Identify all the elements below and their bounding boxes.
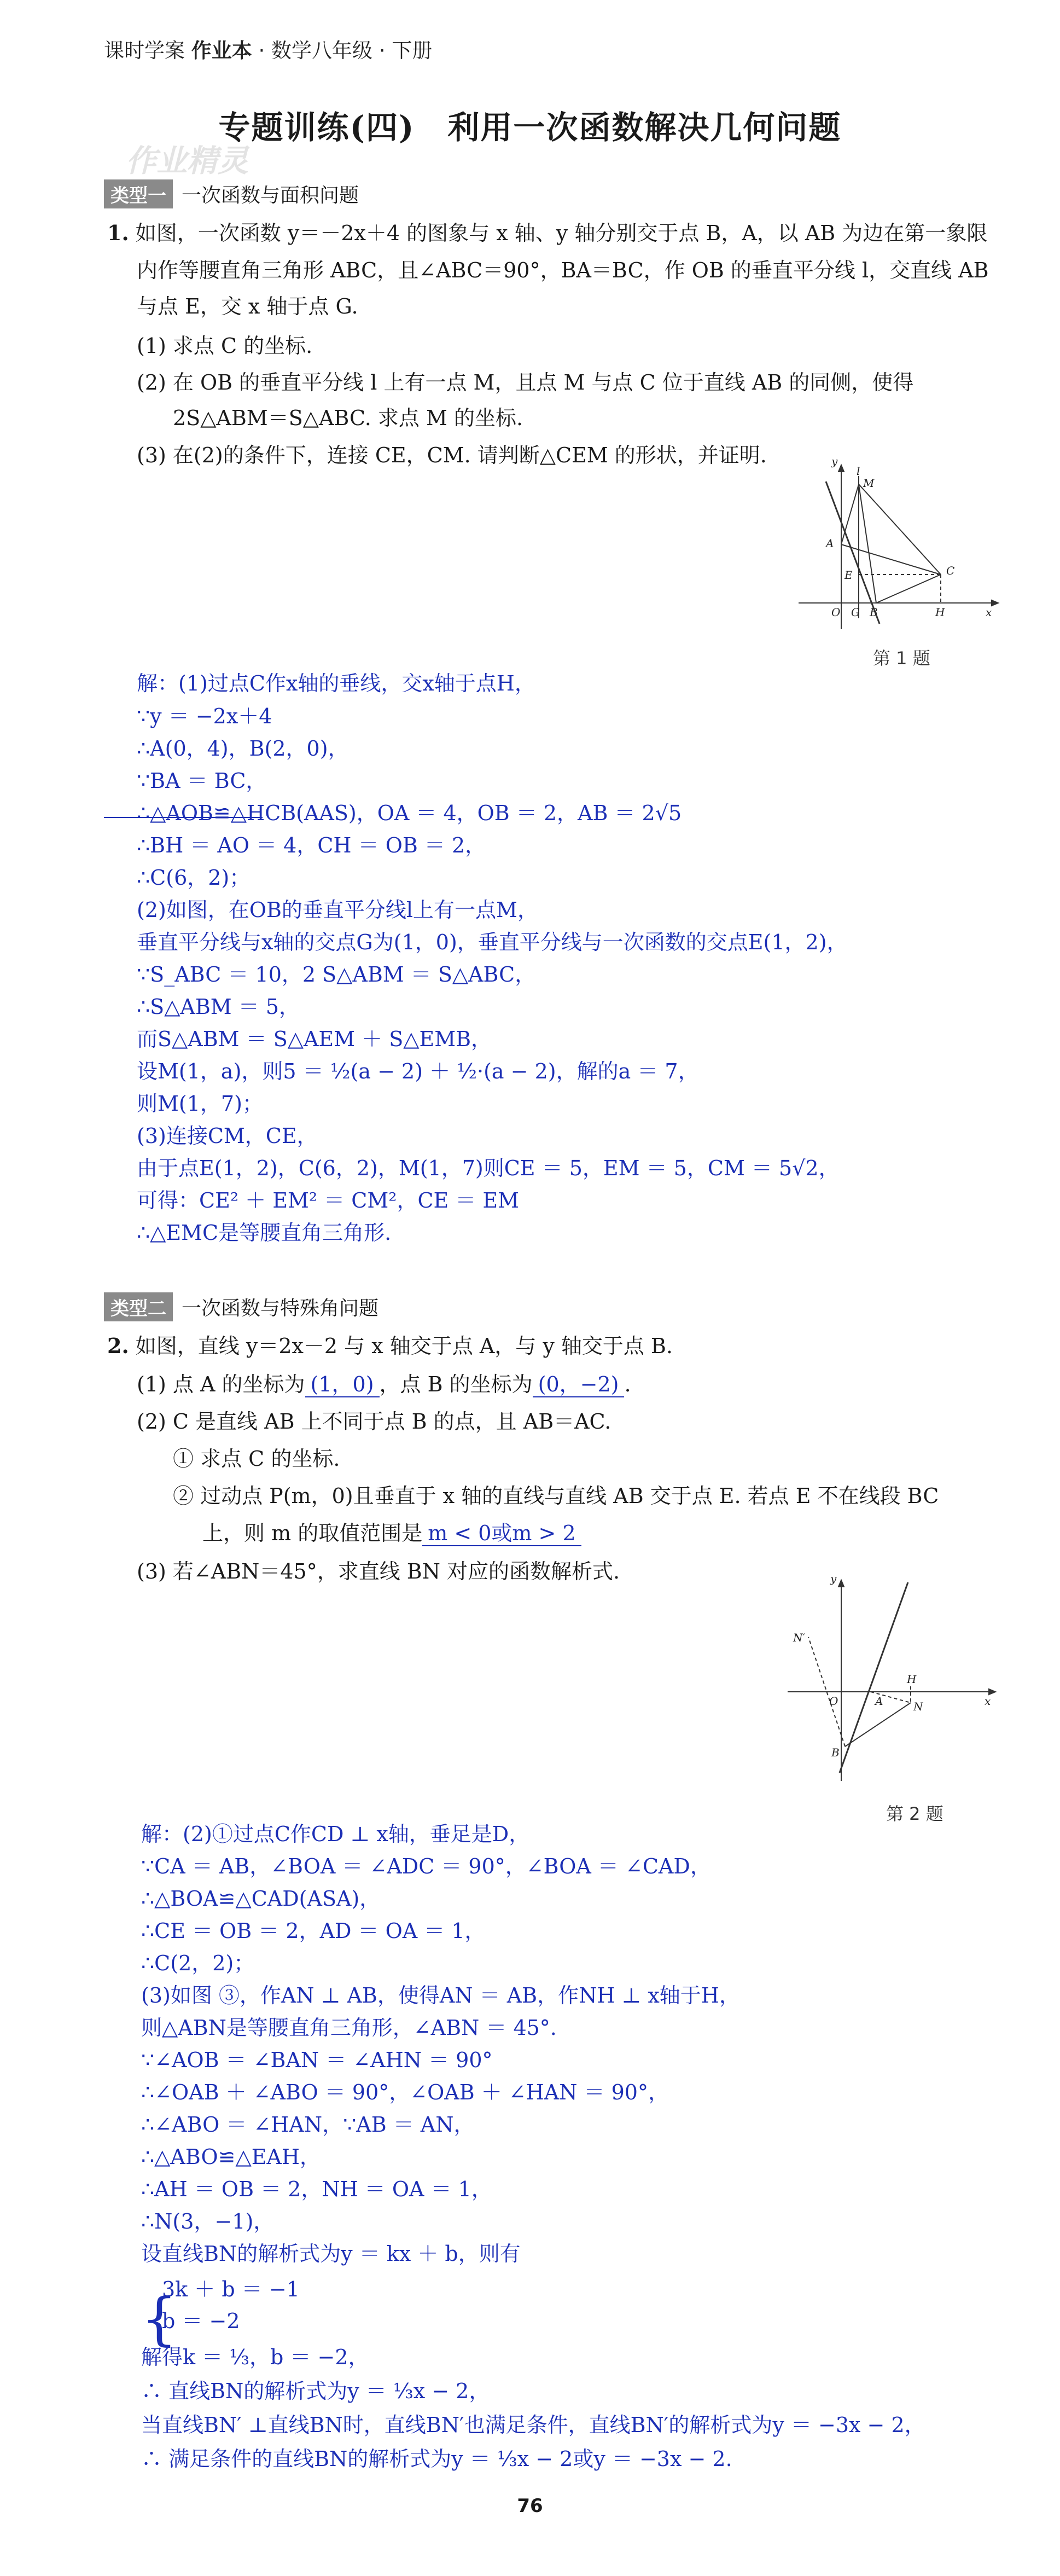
sol1-line-7: ∴C(6，2)； [137, 866, 251, 890]
sol2-line-20: ∴ 满足条件的直线BN的解析式为y ＝ ⅓x − 2或y ＝ −3x − 2. [141, 2447, 732, 2471]
fig1-label-c: C [946, 564, 955, 577]
sol2-line-16: b ＝ −2 [162, 2309, 240, 2333]
sol1-line-5: ∴△AOB≌△HCB(AAS)，OA ＝ 4，OB ＝ 2，AB ＝ 2√5 [137, 801, 682, 825]
section-1-heading [104, 179, 359, 208]
fig1-segment-ma [841, 484, 859, 544]
fig1-y-arrow [838, 465, 844, 472]
q1-sub-2b: 2S△ABM＝S△ABC. 求点 M 的坐标. [173, 406, 523, 430]
sol2-line-15: 3k ＋ b ＝ −1 [162, 2277, 300, 2301]
sol1-line-10: ∵S_ABC ＝ 10，2 S△ABM ＝ S△ABC， [137, 962, 536, 987]
sol1-line-8: (2)如图，在OB的垂直平分线l上有一点M， [137, 898, 538, 922]
sol2-line-14: 设直线BN的解析式为y ＝ kx ＋ b，则有 [141, 2242, 521, 2266]
fig1-label-e: E [844, 568, 853, 582]
sol1-line-15: (3)连接CM，CE， [137, 1124, 318, 1148]
q2-sub-3: (3) 若∠ABN＝45°，求直线 BN 对应的函数解析式. [137, 1559, 620, 1583]
fig2-label-nprime: N′ [793, 1631, 806, 1644]
sol1-line-16: 由于点E(1，2)，C(6，2)，M(1，7)则CE ＝ 5，EM ＝ 5，CM ＝ 5√2， [137, 1156, 840, 1180]
sol2-line-6: (3)如图 ③，作AN ⊥ AB，使得AN ＝ AB，作NH ⊥ x轴于H， [141, 1983, 740, 2008]
fig1-x-arrow [992, 600, 998, 606]
sol2-line-1: 解：(2)①过点C作CD ⊥ x轴，垂足是D， [141, 1822, 530, 1846]
fig1-label-b: B [870, 606, 878, 619]
fig1-label-l: l [857, 465, 860, 478]
q2-text-1: 如图，直线 y＝2x－2 与 x 轴交于点 A，与 y 轴交于点 B. [135, 1334, 673, 1358]
fig2-x-arrow [989, 1689, 995, 1695]
section-2-title: 一次函数与特殊角问题 [182, 1297, 379, 1320]
fig1-label-m: M [863, 477, 875, 490]
fig2-label-a: A [875, 1695, 883, 1708]
header-book: 作业本 [191, 39, 252, 62]
sol2-line-3: ∴△BOA≌△CAD(ASA)， [141, 1887, 381, 1911]
fig2-y-arrow [838, 1580, 844, 1587]
sol1-line-2: ∵y ＝ −2x＋4 [137, 704, 272, 728]
q2-sub-1-end: . [624, 1372, 631, 1396]
sol2-line-7: 则△ABN是等腰直角三角形，∠ABN ＝ 45°. [141, 2016, 557, 2040]
q2-sub-1-pre: (1) 点 A 的坐标为 [137, 1372, 305, 1396]
sol2-line-5: ∴C(2，2)； [141, 1951, 255, 1975]
q2-sub-1-mid: ，点 B 的坐标为 [379, 1372, 533, 1396]
watermark-logo: 作业精灵 [126, 143, 248, 179]
sol2-line-4: ∴CE ＝ OB ＝ 2，AD ＝ OA ＝ 1， [141, 1919, 486, 1943]
fig1-label-g: G [851, 606, 860, 619]
q2-sub-1 [137, 1371, 631, 1397]
fig1-segment-cb [876, 575, 941, 603]
sol2-line-13: ∴N(3，−1)， [141, 2209, 275, 2233]
sol1-line-4: ∵BA ＝ BC， [137, 769, 267, 793]
header-info: · 数学八年级 · 下册 [258, 39, 433, 62]
sol2-line-18: ∴ 直线BN的解析式为y ＝ ⅓x − 2， [141, 2379, 490, 2403]
fig2-segment-bn [845, 1703, 911, 1747]
figure-2-caption: 第 2 题 [886, 1803, 943, 1824]
fig2-label-n: N [913, 1700, 923, 1713]
sol1-line-6: ∴BH ＝ AO ＝ 4，CH ＝ OB ＝ 2， [137, 833, 486, 857]
figure-2 [777, 1570, 1006, 1789]
fig1-label-y: y [831, 455, 838, 468]
section-1-tag: 类型一 [104, 179, 173, 208]
q1-line-3: 与点 E，交 x 轴于点 G. [137, 294, 358, 318]
sol1-line-17: 可得：CE² ＋ EM² ＝ CM²，CE ＝ EM [137, 1188, 520, 1212]
fig2-line-ab [840, 1582, 908, 1773]
sol1-line-11: ∴S△ABM ＝ 5， [137, 995, 300, 1019]
q2-number: 2. [107, 1333, 129, 1358]
fig1-segment-mb [859, 484, 876, 603]
sol1-line-1: 解：(1)过点C作x轴的垂线，交x轴于点H， [137, 671, 535, 695]
sol2-system-brace: { [141, 2285, 178, 2352]
q1-sub-3: (3) 在(2)的条件下，连接 CE，CM. 请判断△CEM 的形状，并证明. [137, 443, 767, 467]
q2-sub-2b: ② 过动点 P(m，0)且垂直于 x 轴的直线与直线 AB 交于点 E. 若点 E 不在线段 BC [173, 1484, 939, 1508]
sol1-line-12: 而S△ABM ＝ S△AEM ＋ S△EMB， [137, 1027, 492, 1051]
fig1-label-o: O [831, 606, 841, 619]
sol1-line-13: 设M(1，a)，则5 ＝ ½(a − 2) ＋ ½·(a − 2)，解的a ＝ 7， [137, 1059, 699, 1083]
q2-answer-range: m < 0或m > 2 [422, 1521, 581, 1546]
page-title: 专题训练(四) 利用一次函数解决几何问题 [218, 109, 842, 146]
section-2-tag: 类型二 [104, 1292, 173, 1321]
page-header [104, 34, 432, 63]
fig2-label-o: O [829, 1695, 838, 1708]
section-1-title: 一次函数与面积问题 [182, 184, 359, 207]
q2-sub-2: (2) C 是直线 AB 上不同于点 B 的点，且 AB＝AC. [137, 1409, 611, 1434]
sol2-line-8: ∵∠AOB ＝ ∠BAN ＝ ∠AHN ＝ 90° [141, 2048, 493, 2072]
header-brand: 课时学案 [104, 39, 185, 62]
fig1-segment-mc [859, 484, 941, 575]
q1-line-2: 内作等腰直角三角形 ABC，且∠ABC＝90°，BA＝BC，作 OB 的垂直平分线 l，交直线 AB [137, 258, 989, 282]
sol2-line-2: ∵CA ＝ AB，∠BOA ＝ ∠ADC ＝ 90°，∠BOA ＝ ∠CAD， [141, 1854, 711, 1878]
q1-text-1: 如图，一次函数 y＝－2x＋4 的图象与 x 轴、y 轴分别交于点 B，A，以 AB 为边在第一象限 [135, 221, 988, 245]
sol2-line-9: ∴∠OAB ＋ ∠ABO ＝ 90°，∠OAB ＋ ∠HAN ＝ 90°， [141, 2080, 669, 2104]
section-2-heading [104, 1292, 378, 1321]
q1-line-1 [107, 220, 987, 246]
figure-1-caption: 第 1 题 [873, 648, 930, 669]
sol2-line-17: 解得k ＝ ⅓，b ＝ −2， [141, 2345, 369, 2369]
q2-answer-a: (1，0) [305, 1372, 380, 1397]
figure-1 [788, 454, 1006, 635]
q2-line-1 [107, 1333, 673, 1359]
fig1-label-x: x [986, 606, 992, 619]
sol1-line-3: ∴A(0，4)，B(2，0)， [137, 736, 349, 761]
sol1-line-18: ∴△EMC是等腰直角三角形. [137, 1221, 392, 1245]
fig1-label-h: H [935, 606, 945, 619]
q2-sub-2c [202, 1520, 581, 1546]
fig2-label-y: y [830, 1572, 837, 1585]
fig2-label-x: x [985, 1695, 991, 1708]
sol2-line-19: 当直线BN′ ⊥直线BN时，直线BN′也满足条件，直线BN′的解析式为y ＝ −3x − 2， [141, 2413, 925, 2437]
sol2-line-10: ∴∠ABO ＝ ∠HAN，∵AB ＝ AN， [141, 2113, 475, 2137]
q1-number: 1. [107, 221, 129, 245]
q2-answer-b: (0，−2) [533, 1372, 625, 1397]
q1-sub-2: (2) 在 OB 的垂直平分线 l 上有一点 M，且点 M 与点 C 位于直线 AB 的同侧，使得 [137, 370, 914, 394]
sol1-line-9: 垂直平分线与x轴的交点G为(1，0)，垂直平分线与一次函数的交点E(1，2)， [137, 930, 848, 954]
q2-sub-2c-pre: 上，则 m 的取值范围是 [202, 1521, 423, 1545]
fig2-label-b: B [831, 1746, 840, 1759]
sol2-line-11: ∴△ABO≌△EAH， [141, 2145, 321, 2169]
q1-sub-1: (1) 求点 C 的坐标. [137, 334, 313, 358]
page-number: 76 [517, 2495, 543, 2517]
sol2-line-12: ∴AH ＝ OB ＝ 2，NH ＝ OA ＝ 1， [141, 2177, 492, 2201]
sol1-line-14: 则M(1，7)； [137, 1092, 263, 1116]
q2-sub-2a: ① 求点 C 的坐标. [173, 1447, 340, 1471]
fig1-label-a: A [826, 537, 834, 550]
fig2-label-h: H [907, 1673, 917, 1686]
